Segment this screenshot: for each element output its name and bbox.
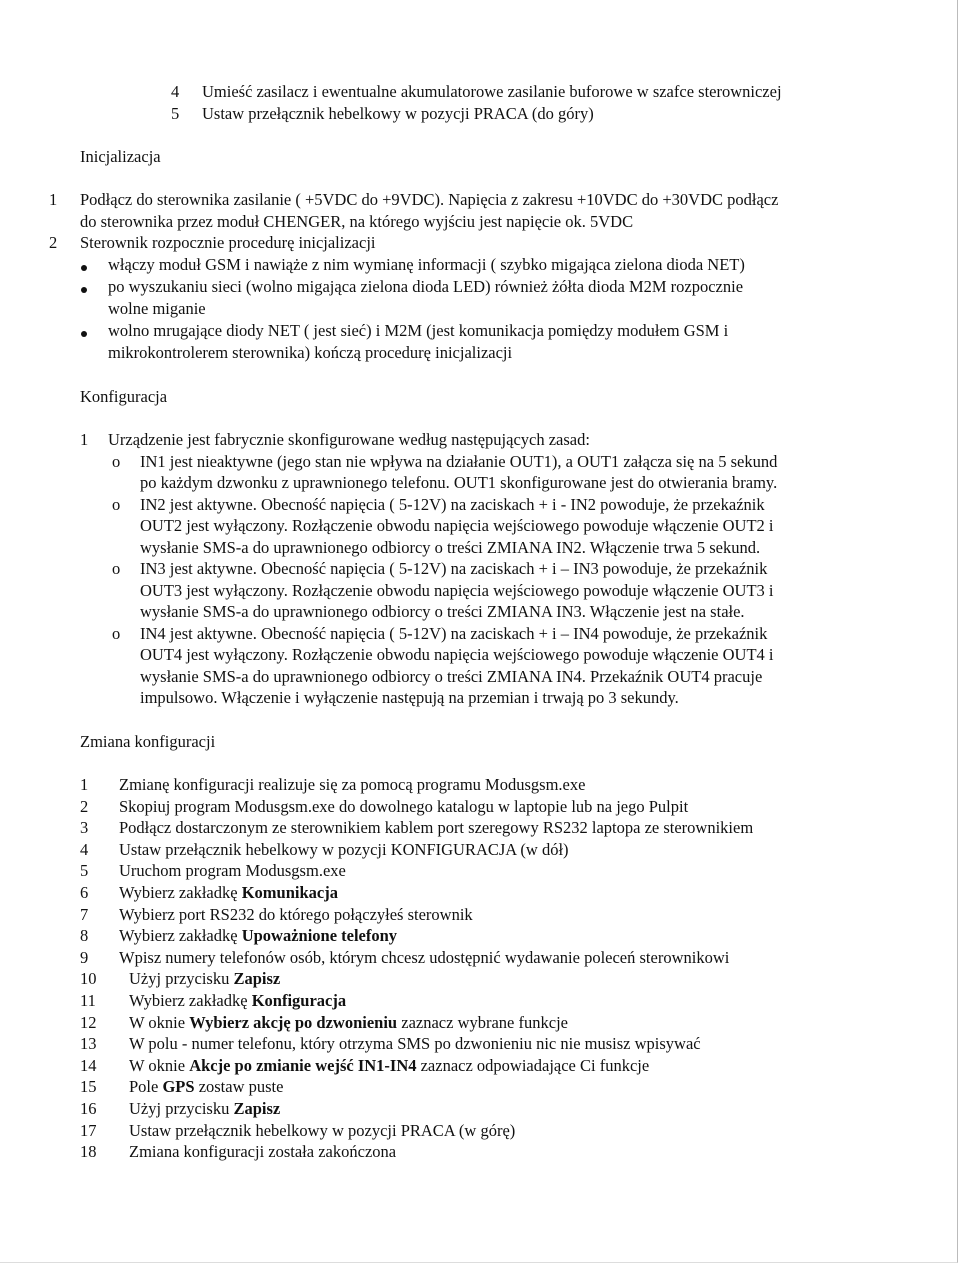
change-step-text-post: zostaw puste <box>194 1077 284 1097</box>
change-step-number: 17 <box>80 1120 97 1140</box>
change-step-number: 6 <box>80 883 89 902</box>
bullet-item-line: włączy moduł GSM i nawiąże z nim wymianę informacji ( szybko migająca zielona dioda NET) <box>108 255 745 274</box>
change-step-text-bold: Wybierz akcję po dzwonieniu <box>189 1012 398 1032</box>
bullet-icon <box>81 287 87 293</box>
config-step-number: 1 <box>80 430 89 449</box>
change-step-text-bold: Zapisz <box>233 969 281 989</box>
change-step-number: 18 <box>80 1142 97 1162</box>
config-item-line: po każdym dzwonku z uprawnionego telefonu. OUT1 skonfigurowane jest do otwierania bramy. <box>140 473 778 492</box>
section-heading-config: Konfiguracja <box>80 387 168 406</box>
change-step-text <box>129 1055 649 1077</box>
change-step-text <box>119 904 473 926</box>
section-heading-init: Inicjalizacja <box>80 147 161 166</box>
bullet-icon <box>81 265 87 271</box>
change-step-text-bold: Konfiguracja <box>251 991 347 1010</box>
init-step-number: 1 <box>49 190 58 209</box>
change-step-number: 11 <box>80 991 96 1010</box>
init-step-text: Sterownik rozpocznie procedurę inicjalizacji <box>80 233 376 252</box>
change-step-text-pre: Uruchom program Modusgsm.exe <box>119 861 346 881</box>
section-heading-change: Zmiana konfiguracji <box>80 732 216 751</box>
change-step-number: 13 <box>80 1034 97 1054</box>
change-step-number: 2 <box>80 796 89 816</box>
list-marker: o <box>112 452 121 471</box>
intro-step-text: Umieść zasilacz i ewentualne akumulatorowe zasilanie buforowe w szafce sterowniczej <box>202 82 782 101</box>
change-step-text <box>119 774 585 796</box>
change-step-text-pre: W oknie <box>129 1055 190 1075</box>
change-step-number: 8 <box>80 926 89 946</box>
change-step-number: 15 <box>80 1077 97 1097</box>
change-step-text-pre: Zmiana konfiguracji została zakończona <box>129 1142 397 1162</box>
change-step-text-bold: Akcje po zmianie wejść IN1-IN4 <box>189 1055 417 1075</box>
change-step-text <box>129 1076 283 1098</box>
config-item-line: impulsowo. Włączenie i wyłączenie następują na przemian i trwają po 3 sekundy. <box>140 688 679 707</box>
change-step-number: 5 <box>80 861 89 881</box>
change-step-text-pre: Skopiuj program Modusgsm.exe do dowolnego katalogu w laptopie lub na jego Pulpit <box>119 796 689 816</box>
change-step-text <box>129 1012 568 1034</box>
change-step-text-bold: GPS <box>162 1077 195 1097</box>
config-item-line: IN3 jest aktywne. Obecność napięcia ( 5-12V) na zaciskach + i – IN3 powoduje, że przekaźnik <box>140 559 768 578</box>
change-step-number: 12 <box>80 1012 97 1032</box>
change-step-text <box>129 1120 515 1142</box>
intro-step-text: Ustaw przełącznik hebelkowy w pozycji PRACA (do góry) <box>202 104 594 123</box>
list-marker: o <box>112 495 121 514</box>
change-step-text <box>119 882 338 904</box>
config-item-line: wysłanie SMS-a do uprawnionego odbiorcy o treści ZMIANA IN4. Przekaźnik OUT4 pracuje <box>140 667 763 686</box>
change-step-text <box>119 860 346 882</box>
change-step-text-pre: Zmianę konfiguracji realizuje się za pomocą programu Modusgsm.exe <box>119 775 586 794</box>
change-step-text-pre: Wybierz zakładkę <box>119 883 242 902</box>
change-step-text <box>129 1098 280 1120</box>
init-step-number: 2 <box>49 233 58 252</box>
change-step-number: 3 <box>80 818 89 838</box>
config-item-line: OUT4 jest wyłączony. Rozłączenie obwodu napięcia wejściowego powoduje włączenie OUT4 i <box>140 645 774 664</box>
change-step-text-pre: Wpisz numery telefonów osób, którym chcesz udostępnić wydawanie poleceń sterownikowi <box>119 947 730 967</box>
config-item-line: IN2 jest aktywne. Obecność napięcia ( 5-12V) na zaciskach + i - IN2 powoduje, że przekaźnik <box>140 495 765 514</box>
change-step-text-bold: Komunikacja <box>241 883 338 902</box>
change-step-text-post: zaznacz odpowiadające Ci funkcje <box>416 1055 650 1075</box>
change-step-text-bold: Zapisz <box>233 1099 281 1118</box>
change-step-text <box>129 1141 396 1163</box>
change-step-text-pre: Użyj przycisku <box>129 1099 234 1118</box>
bullet-item-line: po wyszukaniu sieci (wolno migająca zielona dioda LED) również żółta dioda M2M rozpocznie <box>108 277 744 296</box>
config-item-line: IN4 jest aktywne. Obecność napięcia ( 5-12V) na zaciskach + i – IN4 powoduje, że przekaźnik <box>140 624 768 643</box>
change-step-text-pre: Wybierz zakładkę <box>119 926 242 946</box>
config-item-line: IN1 jest nieaktywne (jego stan nie wpływa na działanie OUT1), a OUT1 załącza się na 5 sekund <box>140 452 778 471</box>
change-step-text-pre: W oknie <box>129 1012 190 1032</box>
change-step-text-pre: Ustaw przełącznik hebelkowy w pozycji PRACA (w górę) <box>129 1120 516 1140</box>
bullet-item-line: wolne miganie <box>108 299 206 318</box>
change-step-number: 16 <box>80 1099 97 1118</box>
init-step-text-line: do sterownika przez moduł CHENGER, na którego wyjściu jest napięcie ok. 5VDC <box>80 212 634 231</box>
change-step-number: 4 <box>80 839 89 859</box>
change-step-text <box>119 925 397 947</box>
change-step-text <box>119 947 729 969</box>
change-step-text <box>119 839 569 861</box>
config-item-line: OUT2 jest wyłączony. Rozłączenie obwodu napięcia wejściowego powoduje włączenie OUT2 i <box>140 516 774 535</box>
change-step-number: 1 <box>80 775 89 794</box>
change-step-text <box>129 990 346 1012</box>
change-step-text-pre: Wybierz zakładkę <box>129 991 252 1010</box>
change-step-text <box>119 796 688 818</box>
bullet-item-line: wolno mrugające diody NET ( jest sieć) i M2M (jest komunikacja pomiędzy modułem GSM i <box>108 321 729 340</box>
list-marker: o <box>112 624 121 643</box>
change-step-text <box>129 968 280 990</box>
change-step-text <box>129 1033 701 1055</box>
change-step-text-pre: W polu - numer telefonu, który otrzyma SMS po dzwonieniu nic nie musisz wpisywać <box>129 1034 701 1054</box>
change-step-number: 9 <box>80 947 89 967</box>
change-step-text-post: zaznacz wybrane funkcje <box>397 1012 568 1032</box>
bullet-icon <box>81 331 87 337</box>
change-step-text-pre: Pole <box>129 1077 163 1097</box>
change-step-number: 14 <box>80 1055 97 1075</box>
config-step-text: Urządzenie jest fabrycznie skonfigurowane według następujących zasad: <box>108 430 590 449</box>
init-step-text-line: Podłącz do sterownika zasilanie ( +5VDC do +9VDC). Napięcia z zakresu +10VDC do +30VDC podłącz <box>80 190 779 209</box>
change-step-number: 7 <box>80 904 89 924</box>
intro-step-number: 5 <box>171 104 180 123</box>
change-step-text <box>119 817 753 839</box>
bullet-item-line: mikrokontrolerem sterownika) kończą procedurę inicjalizacji <box>108 343 513 362</box>
change-step-text-bold: Upoważnione telefony <box>241 926 398 946</box>
change-step-text-pre: Ustaw przełącznik hebelkowy w pozycji KONFIGURACJA (w dół) <box>119 839 569 859</box>
config-item-line: OUT3 jest wyłączony. Rozłączenie obwodu napięcia wejściowego powoduje włączenie OUT3 i <box>140 581 774 600</box>
change-step-text-pre: Podłącz dostarczonym ze sterownikiem kablem port szeregowy RS232 laptopa ze sterownikiem <box>119 818 754 838</box>
config-item-line: wysłanie SMS-a do uprawnionego odbiorcy o treści ZMIANA IN3. Włączenie jest na stałe. <box>140 602 745 621</box>
change-step-text-pre: Wybierz port RS232 do którego połączyłeś sterownik <box>119 904 473 924</box>
intro-step-number: 4 <box>171 82 180 101</box>
list-marker: o <box>112 559 121 578</box>
change-step-number: 10 <box>80 969 97 989</box>
change-step-text-pre: Użyj przycisku <box>129 969 234 989</box>
config-item-line: wysłanie SMS-a do uprawnionego odbiorcy o treści ZMIANA IN2. Włączenie trwa 5 sekund. <box>140 538 761 557</box>
